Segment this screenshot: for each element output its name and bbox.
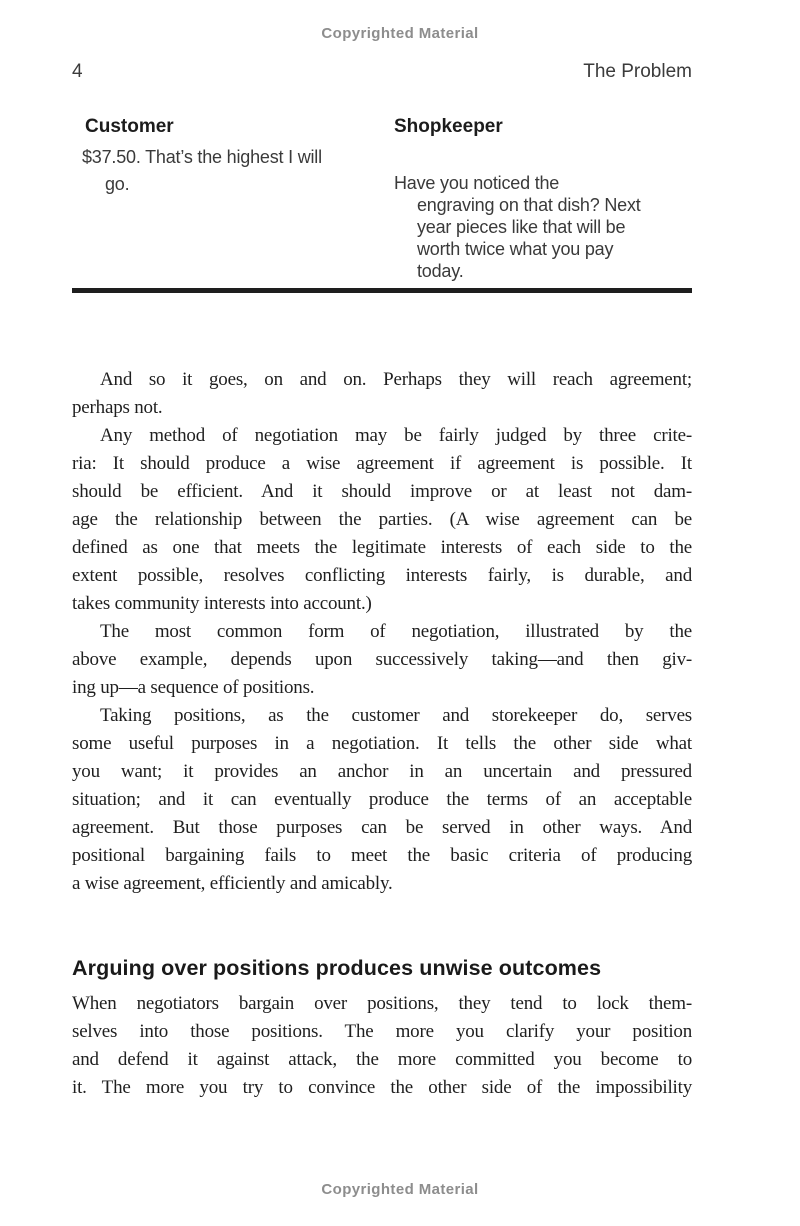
body-text-line: And so it goes, on and on. Perhaps they will reach agreement; (100, 369, 692, 390)
customer-speech-line: $37.50. That’s the highest I will (82, 147, 322, 167)
body-text-line: situation; and it can eventually produce the terms of an acceptable (72, 789, 692, 810)
paragraph (72, 990, 692, 1102)
paragraph (72, 618, 692, 702)
body-text-line: some useful purposes in a negotiation. It tells the other side what (72, 733, 692, 754)
customer-speech (82, 144, 382, 198)
copyright-notice-top: Copyrighted Material (321, 25, 479, 42)
shopkeeper-speech-line: Have you noticed the (394, 173, 560, 193)
shopkeeper-speech-line: today. (417, 261, 464, 281)
body-text-line: The most common form of negotiation, illustrated by the (100, 621, 692, 642)
body-text-line: age the relationship between the parties. (A wise agreement can be (72, 509, 692, 530)
shopkeeper-speech-line: worth twice what you pay (417, 239, 614, 259)
body-text-line: perhaps not. (72, 397, 163, 418)
body-text-line: defined as one that meets the legitimate interests of each side to the (72, 537, 692, 558)
body-text-line: takes community interests into account.) (72, 593, 372, 614)
body-text-line: positional bargaining fails to meet the basic criteria of producing (72, 845, 692, 866)
running-header: The Problem (583, 61, 692, 82)
body-text-line: ria: It should produce a wise agreement if agreement is possible. It (72, 453, 692, 474)
section-body-text (72, 990, 692, 1102)
body-text-line: ing up—a sequence of positions. (72, 677, 315, 698)
shopkeeper-speech (394, 172, 694, 282)
body-text-line: extent possible, resolves conflicting interests fairly, is durable, and (72, 565, 692, 586)
paragraph (72, 702, 692, 898)
paragraph (72, 422, 692, 618)
page-header (72, 61, 692, 83)
section-heading: Arguing over positions produces unwise outcomes (72, 956, 602, 980)
body-text-line: it. The more you try to convince the other side of the impossibility (72, 1077, 692, 1098)
shopkeeper-speech-line: engraving on that dish? Next (417, 195, 641, 215)
body-text (72, 366, 692, 898)
body-text-line: selves into those positions. The more you clarify your position (72, 1021, 692, 1042)
body-text-line: should be efficient. And it should improve or at least not dam- (72, 481, 692, 502)
body-text-line: above example, depends upon successively taking—and then giv- (72, 649, 692, 670)
body-text-line: a wise agreement, efficiently and amicably. (72, 873, 393, 894)
shopkeeper-column (394, 117, 694, 282)
paragraph (72, 366, 692, 422)
shopkeeper-speech-line: year pieces like that will be (417, 217, 626, 237)
customer-speech-line: go. (105, 174, 130, 194)
shopkeeper-label: Shopkeeper (394, 116, 503, 137)
body-text-line: you want; it provides an anchor in an uncertain and pressured (72, 761, 692, 782)
customer-column (82, 117, 382, 198)
body-text-line: Taking positions, as the customer and storekeeper do, serves (100, 705, 692, 726)
page-number: 4 (72, 61, 83, 82)
body-text-line: Any method of negotiation may be fairly judged by three crite- (100, 425, 692, 446)
section-divider-rule (72, 288, 692, 293)
copyright-notice-bottom: Copyrighted Material (321, 1181, 479, 1198)
customer-label: Customer (85, 116, 174, 137)
body-text-line: agreement. But those purposes can be served in other ways. And (72, 817, 692, 838)
body-text-line: and defend it against attack, the more committed you become to (72, 1049, 692, 1070)
body-text-line: When negotiators bargain over positions, they tend to lock them- (72, 993, 692, 1014)
